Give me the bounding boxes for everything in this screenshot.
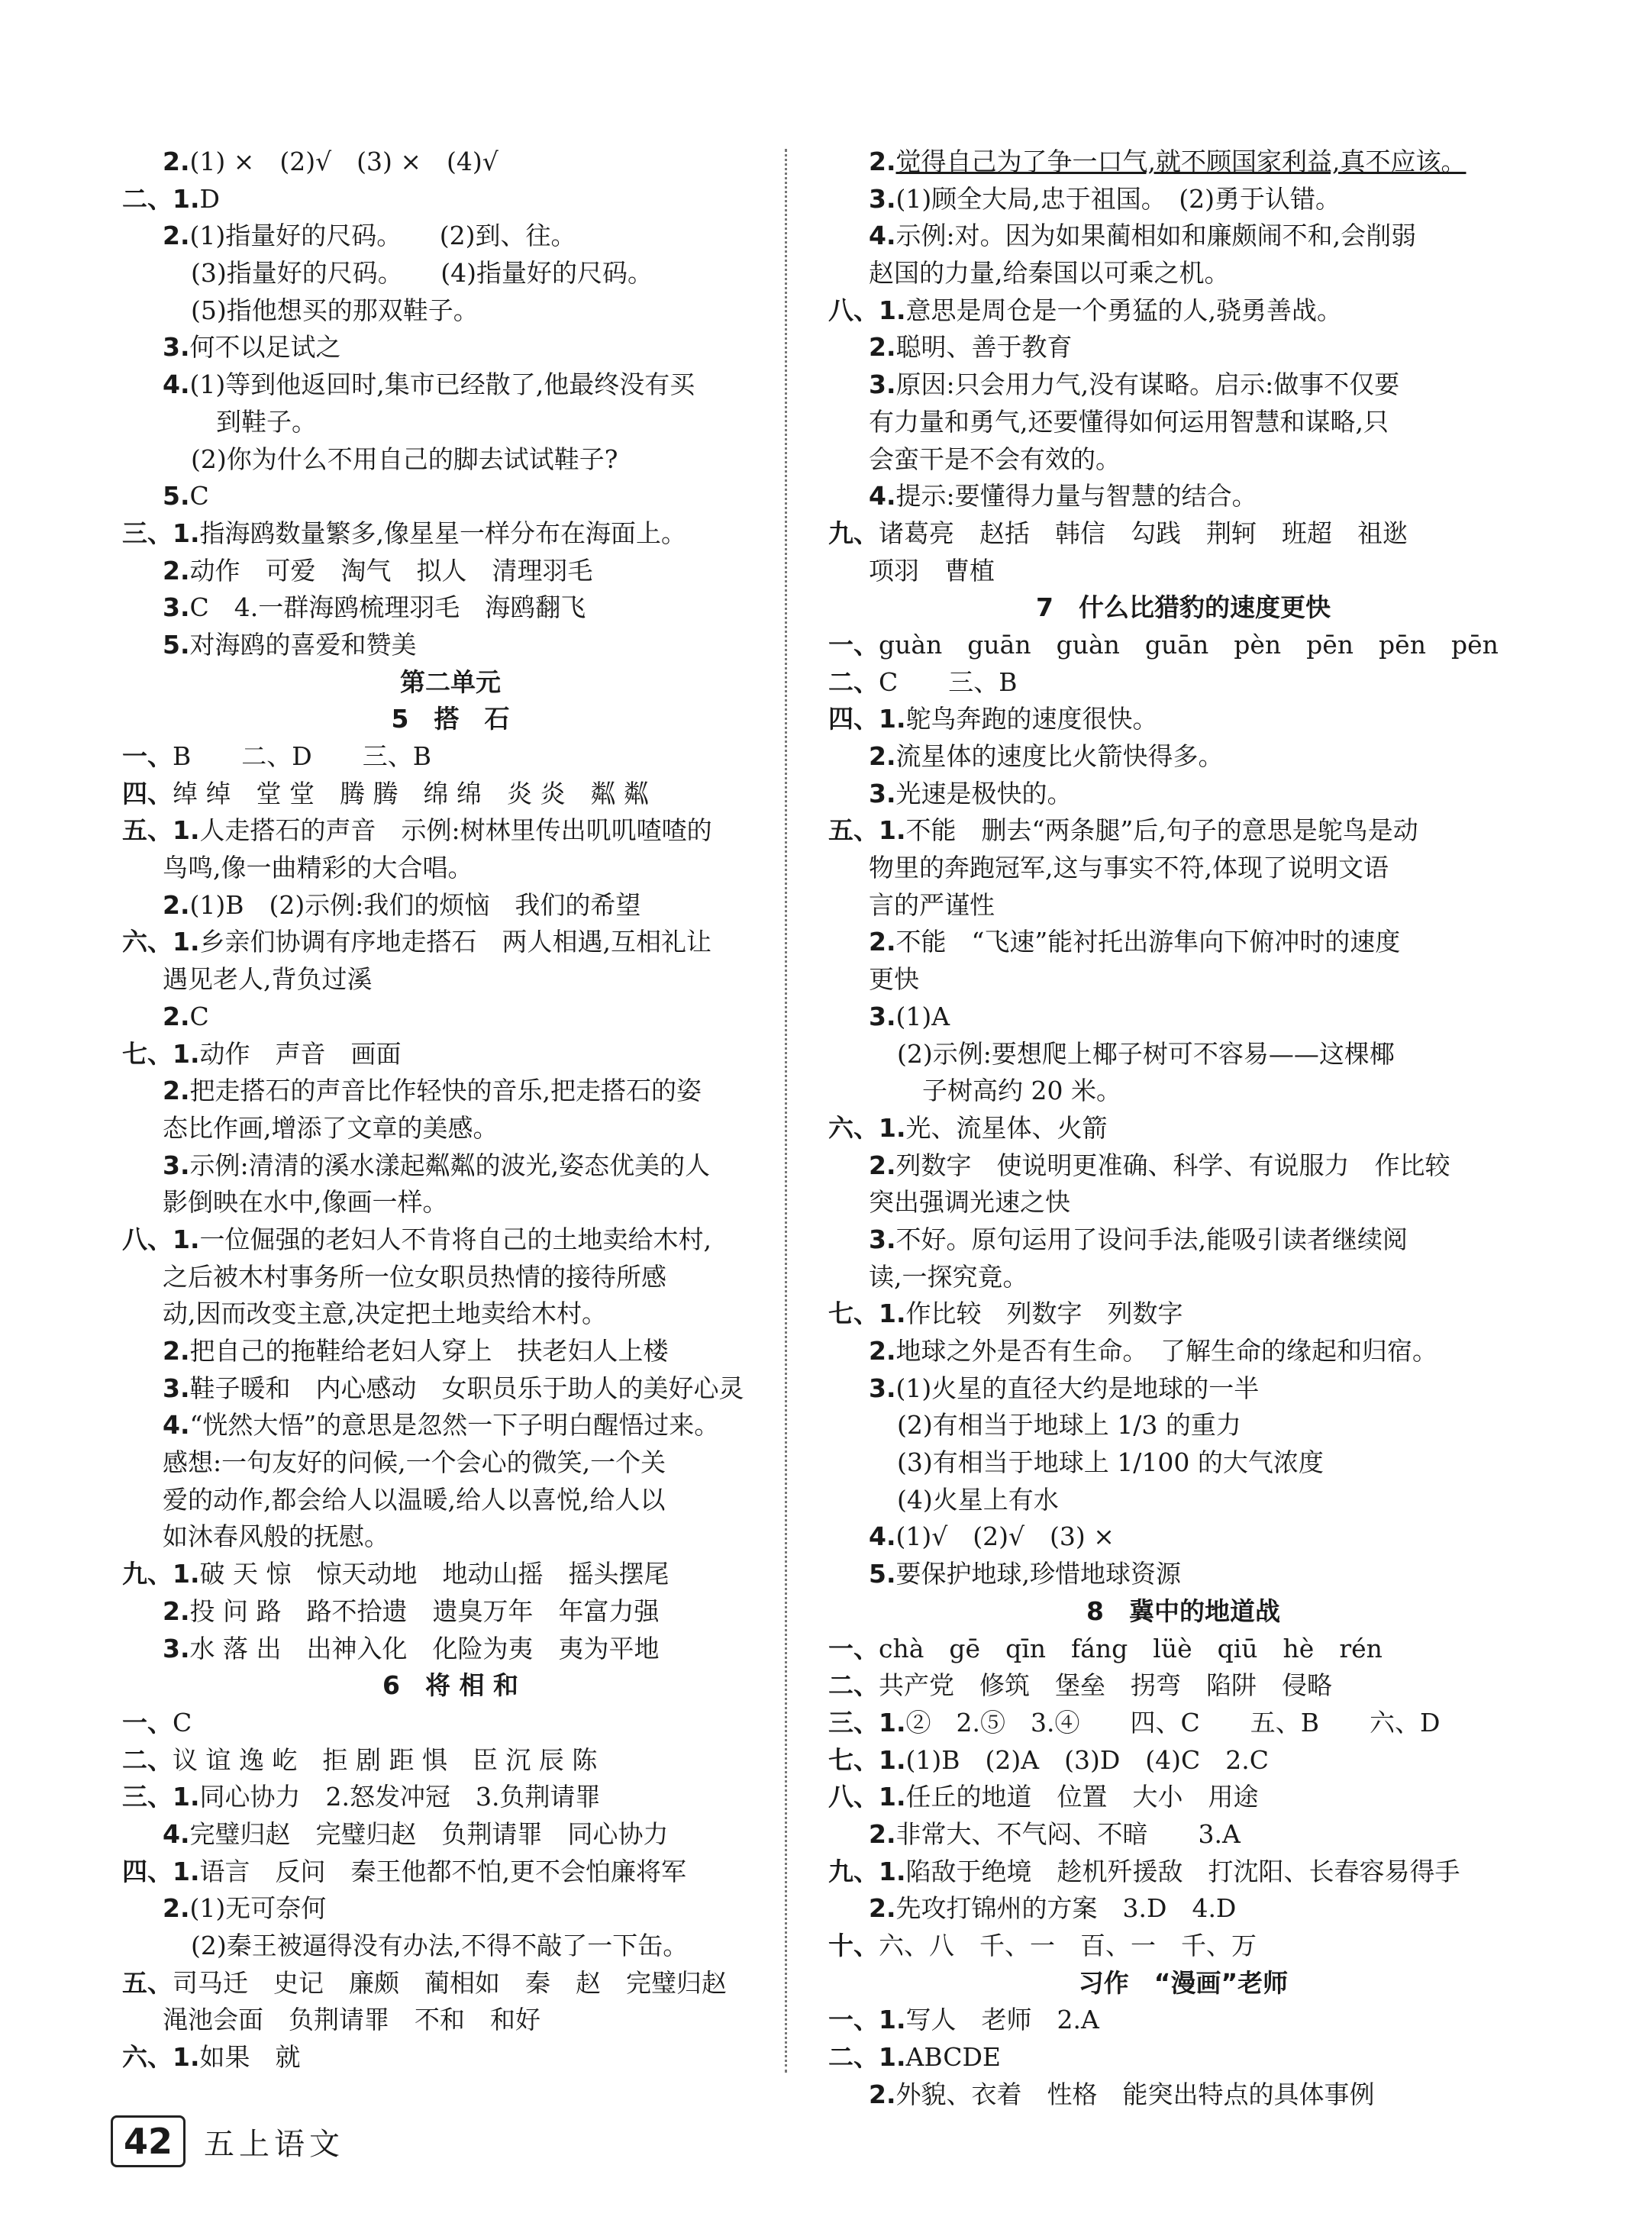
answer-line <box>828 144 1538 181</box>
answer-line <box>828 404 1538 441</box>
answer-line <box>122 776 779 813</box>
right-column <box>828 144 1538 2113</box>
question-number: 一、 <box>828 1633 879 1663</box>
answer-text: 六、八 千、一 百、一 千、万 <box>879 1931 1257 1960</box>
question-number: 4. <box>869 221 896 251</box>
question-number: 3. <box>869 1001 896 1031</box>
answer-text: (2)示例:要想爬上椰子树可不容易——这棵椰 <box>897 1038 1395 1069</box>
answer-text: (4)火星上有水 <box>897 1484 1059 1515</box>
column-divider <box>785 149 787 2073</box>
answer-text: ② 2.⑤ 3.④ 四、C 五、B 六、D <box>905 1707 1441 1737</box>
answer-text: 光速是极快的。 <box>895 778 1073 808</box>
answer-text: 不能 “飞速”能衬托出游隼向下俯冲时的速度 <box>895 927 1401 957</box>
answer-text: 非常大、不气闷、不暗 3.A <box>895 1818 1241 1849</box>
question-number: 5. <box>163 629 190 660</box>
question-number: 3. <box>163 592 190 623</box>
question-number: 3. <box>163 332 190 363</box>
answer-text: (3)有相当于地球上 1/100 的大气浓度 <box>897 1447 1324 1478</box>
answer-line <box>828 701 1538 738</box>
answer-text: C <box>189 1001 209 1031</box>
answer-text: C <box>173 1707 192 1737</box>
answer-text: (1)A <box>895 1001 950 1031</box>
answer-line <box>122 1965 779 2002</box>
answer-text: 司马迁 史记 廉颇 蔺相如 秦 赵 完璧归赵 <box>173 1967 727 1998</box>
answer-text: 提示:要懂得力量与智慧的结合。 <box>895 481 1257 511</box>
question-number: 二、 <box>828 666 879 697</box>
answer-line <box>828 887 1538 924</box>
question-number: 四、 <box>122 778 173 808</box>
answer-line <box>122 255 779 292</box>
answer-line <box>828 924 1538 961</box>
answer-text: (1)√ (2)√ (3) × <box>895 1521 1115 1552</box>
answer-line <box>122 1593 779 1631</box>
question-number: 3. <box>869 778 896 808</box>
answer-text: 到鞋子。 <box>191 406 317 437</box>
answer-line <box>122 1295 779 1333</box>
answer-text: 任丘的地道 位置 大小 用途 <box>905 1782 1259 1812</box>
answer-line <box>122 738 779 776</box>
answer-line <box>828 329 1538 366</box>
answer-line <box>828 218 1538 255</box>
section-heading: 第二单元 <box>400 666 501 697</box>
question-number: 二、 <box>122 1744 173 1775</box>
answer-line <box>122 1036 779 1073</box>
question-number: 六、1. <box>122 927 200 957</box>
question-number: 3. <box>163 1150 190 1180</box>
answer-line <box>122 961 779 999</box>
answer-line <box>122 1073 779 1110</box>
answer-line <box>122 329 779 366</box>
answer-text: 要保护地球,珍惜地球资源 <box>895 1559 1181 1589</box>
answer-line <box>122 1147 779 1185</box>
answer-text: “恍然大悟”的意思是忽然一下子明白醒悟过来。 <box>189 1410 720 1441</box>
answer-text: 动作 声音 画面 <box>199 1038 402 1069</box>
section-heading: 习作 “漫画”老师 <box>1078 1967 1289 1998</box>
answer-line <box>828 1073 1538 1110</box>
section-heading: 5 搭 石 <box>391 704 510 734</box>
question-number: 4. <box>163 369 190 400</box>
answer-text: (2)秦王被逼得没有办法,不得不敲了一下缶。 <box>191 1931 689 1960</box>
question-number: 4. <box>869 481 896 511</box>
answer-text: 项羽 曹植 <box>869 555 995 586</box>
answer-text: 示例:对。因为如果蔺相如和廉颇闹不和,会削弱 <box>895 221 1417 251</box>
answer-line <box>828 515 1538 553</box>
answer-line <box>122 366 779 404</box>
answer-text: 一位倔强的老妇人不肯将自己的土地卖给木村, <box>199 1224 711 1254</box>
question-number: 三、1. <box>122 518 200 548</box>
answer-line <box>828 850 1538 887</box>
answer-text: C 三、B <box>879 666 1018 697</box>
answer-line <box>828 1259 1538 1296</box>
question-number: 2. <box>163 1596 190 1626</box>
answer-line <box>122 1259 779 1296</box>
question-number: 七、1. <box>828 1744 906 1775</box>
answer-line <box>122 1779 779 1816</box>
answer-text: 列数字 使说明更准确、科学、有说服力 作比较 <box>895 1150 1450 1180</box>
answer-line <box>122 924 779 961</box>
question-number: 八、1. <box>828 1782 906 1812</box>
question-number: 五、1. <box>828 815 906 846</box>
question-number: 九、1. <box>828 1856 906 1886</box>
question-number: 2. <box>869 927 896 957</box>
answer-text: 把走搭石的声音比作轻快的音乐,把走搭石的姿 <box>189 1076 702 1106</box>
answer-text: (1)等到他返回时,集市已经散了,他最终没有买 <box>189 369 695 400</box>
answer-text: 如果 就 <box>199 2042 301 2073</box>
answer-text: (1)火星的直径大约是地球的一半 <box>895 1373 1260 1403</box>
answer-line <box>828 1295 1538 1333</box>
answer-line <box>122 1444 779 1482</box>
answer-line <box>828 2002 1538 2039</box>
answer-text: 示例:清清的溪水漾起粼粼的波光,姿态优美的人 <box>189 1150 711 1180</box>
answer-line <box>828 1816 1538 1854</box>
answer-text: 动作 可爱 淘气 拟人 清理羽毛 <box>189 555 593 586</box>
question-number: 4. <box>163 1410 190 1441</box>
answer-text: 同心协力 2.怒发冲冠 3.负荆请罪 <box>199 1782 601 1812</box>
answer-line <box>828 1147 1538 1185</box>
page-number: 42 <box>111 2115 186 2167</box>
answer-line <box>828 738 1538 776</box>
answer-line <box>122 1816 779 1854</box>
answer-text: 写人 老师 2.A <box>905 2005 1099 2035</box>
question-number: 2. <box>163 1893 190 1924</box>
answer-text: (1)指量好的尺码。 (2)到、往。 <box>189 221 576 251</box>
answer-line <box>122 181 779 218</box>
answer-line <box>828 181 1538 218</box>
answer-line <box>828 1184 1538 1221</box>
answer-text: 完璧归赵 完璧归赵 负荆请罪 同心协力 <box>189 1818 669 1849</box>
question-number: 九、1. <box>122 1559 200 1589</box>
question-number: 2. <box>869 332 896 363</box>
answer-text: 鸵鸟奔跑的速度很快。 <box>905 704 1158 734</box>
answer-text: (1)B (2)A (3)D (4)C 2.C <box>905 1744 1270 1775</box>
question-number: 3. <box>869 369 896 400</box>
answer-line <box>828 1928 1538 1965</box>
answer-line <box>828 1631 1538 1668</box>
answer-line <box>828 1036 1538 1073</box>
answer-line <box>828 776 1538 813</box>
answer-text: (3)指量好的尺码。 (4)指量好的尺码。 <box>191 258 653 289</box>
answer-text: 指海鸥数量繁多,像星星一样分布在海面上。 <box>199 518 686 548</box>
question-number: 2. <box>163 555 190 586</box>
answer-text: 读,一探究竟。 <box>869 1261 1028 1292</box>
answer-text: (1) × (2)√ (3) × (4)√ <box>189 147 499 176</box>
answer-text: 议 谊 逸 屹 拒 剧 距 惧 臣 沉 辰 陈 <box>173 1744 598 1775</box>
answer-line <box>828 1779 1538 1816</box>
answer-text: 语言 反问 秦王他都不怕,更不会怕廉将军 <box>199 1856 686 1886</box>
answer-line <box>828 441 1538 479</box>
question-number: 2. <box>869 741 896 771</box>
answer-text: 流星体的速度比火箭快得多。 <box>895 741 1224 771</box>
answer-text: (2)你为什么不用自己的脚去试试鞋子? <box>191 444 618 474</box>
answer-line <box>828 1370 1538 1408</box>
answer-text: 原因:只会用力气,没有谋略。启示:做事不仅要 <box>895 369 1400 400</box>
answer-text: 共产党 修筑 堡垒 拐弯 陷阱 侵略 <box>879 1670 1332 1701</box>
question-number: 2. <box>163 147 190 176</box>
question-number: 3. <box>869 183 896 214</box>
question-number: 六、1. <box>828 1112 906 1143</box>
question-number: 五、 <box>122 1967 173 1998</box>
answer-text: 绰 绰 堂 堂 腾 腾 绵 绵 炎 炎 粼 粼 <box>173 778 649 808</box>
answer-line <box>122 1333 779 1370</box>
answer-text: 先攻打锦州的方案 3.D 4.D <box>895 1893 1237 1924</box>
question-number: 四、1. <box>828 704 906 734</box>
answer-text: 乡亲们协调有序地走搭石 两人相遇,互相礼让 <box>199 927 711 957</box>
question-number: 2. <box>869 1336 896 1366</box>
answer-text: 光、流星体、火箭 <box>905 1112 1108 1143</box>
question-number: 三、1. <box>122 1782 200 1812</box>
answer-text: 之后被木村事务所一位女职员热情的接待所感 <box>163 1261 666 1292</box>
answer-line <box>828 1407 1538 1444</box>
question-number: 一、1. <box>828 2005 906 2035</box>
answer-line <box>828 1667 1538 1705</box>
question-number: 七、1. <box>122 1038 200 1069</box>
answer-line <box>122 850 779 887</box>
answer-line <box>122 627 779 664</box>
answer-text: 动,因而改变主意,决定把土地卖给木村。 <box>163 1299 607 1329</box>
question-number: 七、1. <box>828 1299 906 1329</box>
question-number: 十、 <box>828 1931 879 1960</box>
answer-text: 影倒映在水中,像画一样。 <box>163 1187 448 1218</box>
answer-text: guàn guān guàn guān pèn pēn pēn pēn <box>879 629 1499 660</box>
answer-line <box>122 1705 779 1742</box>
answer-line <box>828 1518 1538 1556</box>
answer-line <box>828 2039 1538 2076</box>
answer-text: 人走搭石的声音 示例:树林里传出叽叽喳喳的 <box>199 815 712 846</box>
answer-line <box>122 2002 779 2039</box>
answer-text: (1)无可奈何 <box>189 1893 327 1924</box>
question-number: 2. <box>869 2079 896 2109</box>
answer-line <box>122 515 779 553</box>
answer-text: 何不以足试之 <box>189 332 341 363</box>
answer-text: 鸟鸣,像一曲精彩的大合唱。 <box>163 853 473 883</box>
question-number: 2. <box>869 1893 896 1924</box>
answer-line <box>122 404 779 441</box>
answer-line <box>828 1444 1538 1482</box>
question-number: 五、1. <box>122 815 200 846</box>
question-number: 三、1. <box>828 1707 906 1737</box>
left-column <box>122 144 779 2076</box>
answer-line <box>122 2039 779 2076</box>
answer-line <box>122 144 779 181</box>
page-footer <box>111 2115 344 2168</box>
answer-text: (1)B (2)示例:我们的烦恼 我们的希望 <box>189 889 641 920</box>
section-heading: 7 什么比猎豹的速度更快 <box>1036 592 1331 623</box>
question-number: 4. <box>163 1818 190 1849</box>
answer-line <box>122 1631 779 1668</box>
answer-line <box>122 292 779 330</box>
answer-line <box>828 478 1538 515</box>
answer-text: 如沐春风般的抚慰。 <box>163 1521 389 1552</box>
answer-line <box>828 1705 1538 1742</box>
question-number: 二、1. <box>828 2042 906 2073</box>
question-number: 3. <box>869 1224 896 1254</box>
answer-text: 突出强调光速之快 <box>869 1187 1070 1218</box>
answer-line <box>122 441 779 479</box>
answer-text: 地球之外是否有生命。 了解生命的缘起和归宿。 <box>895 1336 1437 1366</box>
answer-text: 外貌、衣着 性格 能突出特点的具体事例 <box>895 2079 1375 2109</box>
question-number: 3. <box>869 1373 896 1403</box>
answer-text: 鞋子暖和 内心感动 女职员乐于助人的美好心灵 <box>189 1373 744 1403</box>
question-number: 2. <box>163 889 190 920</box>
question-number: 2. <box>163 1001 190 1031</box>
answer-text: 诸葛亮 赵括 韩信 勾践 荆轲 班超 祖逖 <box>879 518 1408 548</box>
answer-line <box>122 1221 779 1259</box>
section-heading: 8 冀中的地道战 <box>1086 1596 1280 1626</box>
question-number: 2. <box>869 1818 896 1849</box>
answer-text: 有力量和勇气,还要懂得如何运用智慧和谋略,只 <box>869 406 1389 437</box>
answer-text: 水 落 出 出神入化 化险为夷 夷为平地 <box>189 1633 660 1663</box>
answer-line <box>122 887 779 924</box>
answer-line <box>828 1482 1538 1519</box>
answer-text: 渑池会面 负荆请罪 不和 和好 <box>163 2005 540 2035</box>
answer-line <box>122 589 779 627</box>
answer-line <box>828 1890 1538 1928</box>
answer-line <box>828 1221 1538 1259</box>
question-number: 4. <box>869 1521 896 1552</box>
answer-text: C 4.一群海鸥梳理羽毛 海鸥翻飞 <box>189 592 586 623</box>
answer-text: 爱的动作,都会给人以温暖,给人以喜悦,给人以 <box>163 1484 666 1515</box>
question-number: 3. <box>163 1633 190 1663</box>
section-heading: 6 将 相 和 <box>382 1670 518 1701</box>
answer-line <box>122 812 779 850</box>
answer-line <box>828 664 1538 702</box>
answer-text: 意思是周仓是一个勇猛的人,骁勇善战。 <box>905 295 1342 325</box>
answer-text: 陷敌于绝境 趁机歼援敌 打沈阳、长春容易得手 <box>905 1856 1460 1886</box>
answer-line <box>828 1556 1538 1593</box>
answer-line <box>122 1742 779 1779</box>
answer-line <box>122 1556 779 1593</box>
answer-line <box>828 366 1538 404</box>
answer-line <box>828 961 1538 999</box>
answer-line <box>122 553 779 590</box>
answer-line <box>122 1370 779 1408</box>
question-number: 3. <box>163 1373 190 1403</box>
answer-line <box>828 627 1538 664</box>
answer-text: 会蛮干是不会有效的。 <box>869 444 1121 474</box>
answer-text: 更快 <box>869 964 919 995</box>
answer-line <box>828 255 1538 292</box>
answer-text: 投 问 路 路不拾遗 遗臭万年 年富力强 <box>189 1596 660 1626</box>
answer-text: 子树高约 20 米。 <box>897 1076 1121 1106</box>
answer-line <box>122 1518 779 1556</box>
answer-text: 作比较 列数字 列数字 <box>905 1299 1183 1329</box>
answer-line <box>122 999 779 1036</box>
answer-line <box>122 1407 779 1444</box>
answer-line <box>828 812 1538 850</box>
answer-line <box>122 1184 779 1221</box>
answer-line <box>122 218 779 255</box>
answer-text: ABCDE <box>905 2042 1001 2073</box>
answer-text: 赵国的力量,给秦国以可乘之机。 <box>869 258 1230 289</box>
question-number: 一、 <box>828 629 879 660</box>
answer-text: 不好。原句运用了设问手法,能吸引读者继续阅 <box>895 1224 1408 1254</box>
question-number: 2. <box>163 1076 190 1106</box>
answer-text: B 二、D 三、B <box>173 741 431 771</box>
answer-text: 对海鸥的喜爱和赞美 <box>189 629 417 660</box>
question-number: 八、1. <box>828 295 906 325</box>
question-number: 九、 <box>828 518 879 548</box>
answer-text: D <box>199 183 220 214</box>
question-number: 八、1. <box>122 1224 200 1254</box>
question-number: 2. <box>163 1336 190 1366</box>
answer-text: (2)有相当于地球上 1/3 的重力 <box>897 1410 1241 1441</box>
answer-line <box>122 1854 779 1891</box>
answer-text: 不能 删去“两条腿”后,句子的意思是鸵鸟是动 <box>905 815 1418 846</box>
answer-text: 破 天 惊 惊天动地 地动山摇 摇头摆尾 <box>199 1559 670 1589</box>
question-number: 六、1. <box>122 2042 200 2073</box>
answer-line <box>828 1333 1538 1370</box>
answer-line <box>122 478 779 515</box>
answer-text: chà gē qīn fáng lüè qiū hè rén <box>879 1633 1383 1663</box>
answer-text: 把自己的拖鞋给老妇人穿上 扶老妇人上楼 <box>189 1336 669 1366</box>
question-number: 2. <box>869 1150 896 1180</box>
question-number: 2. <box>869 147 896 176</box>
answer-line <box>828 1854 1538 1891</box>
answer-line <box>122 1890 779 1928</box>
answer-text: 物里的奔跑冠军,这与事实不符,体现了说明文语 <box>869 853 1389 883</box>
question-number: 二、 <box>828 1670 879 1701</box>
question-number: 四、1. <box>122 1856 200 1886</box>
answer-line <box>828 1742 1538 1779</box>
question-number: 2. <box>163 221 190 251</box>
page-label: 五上语文 <box>204 2126 344 2162</box>
question-number: 一、 <box>122 741 173 771</box>
question-number: 5. <box>163 481 190 511</box>
question-number: 5. <box>869 1559 896 1589</box>
answer-line <box>122 1928 779 1965</box>
question-number: 一、 <box>122 1707 173 1737</box>
answer-line <box>828 292 1538 330</box>
answer-line <box>828 999 1538 1036</box>
answer-line <box>828 553 1538 590</box>
answer-text: 聪明、善于教育 <box>895 332 1073 363</box>
answer-text: (1)顾全大局,忠于祖国。 (2)勇于认错。 <box>895 183 1341 214</box>
answer-line <box>122 1110 779 1147</box>
answer-text: (5)指他想买的那双鞋子。 <box>191 295 479 325</box>
answer-text: C <box>189 481 209 511</box>
answer-line <box>122 1482 779 1519</box>
answer-text: 态比作画,增添了文章的美感。 <box>163 1112 499 1143</box>
answer-text: 感想:一句友好的问候,一个会心的微笑,一个关 <box>163 1447 666 1478</box>
answer-text: 遇见老人,背负过溪 <box>163 964 373 995</box>
question-number: 二、1. <box>122 183 200 214</box>
answer-text: 觉得自己为了争一口气,就不顾国家利益,真不应该。 <box>895 147 1466 176</box>
answer-text: 言的严谨性 <box>869 889 995 920</box>
answer-line <box>828 2076 1538 2114</box>
answer-line <box>828 1110 1538 1147</box>
